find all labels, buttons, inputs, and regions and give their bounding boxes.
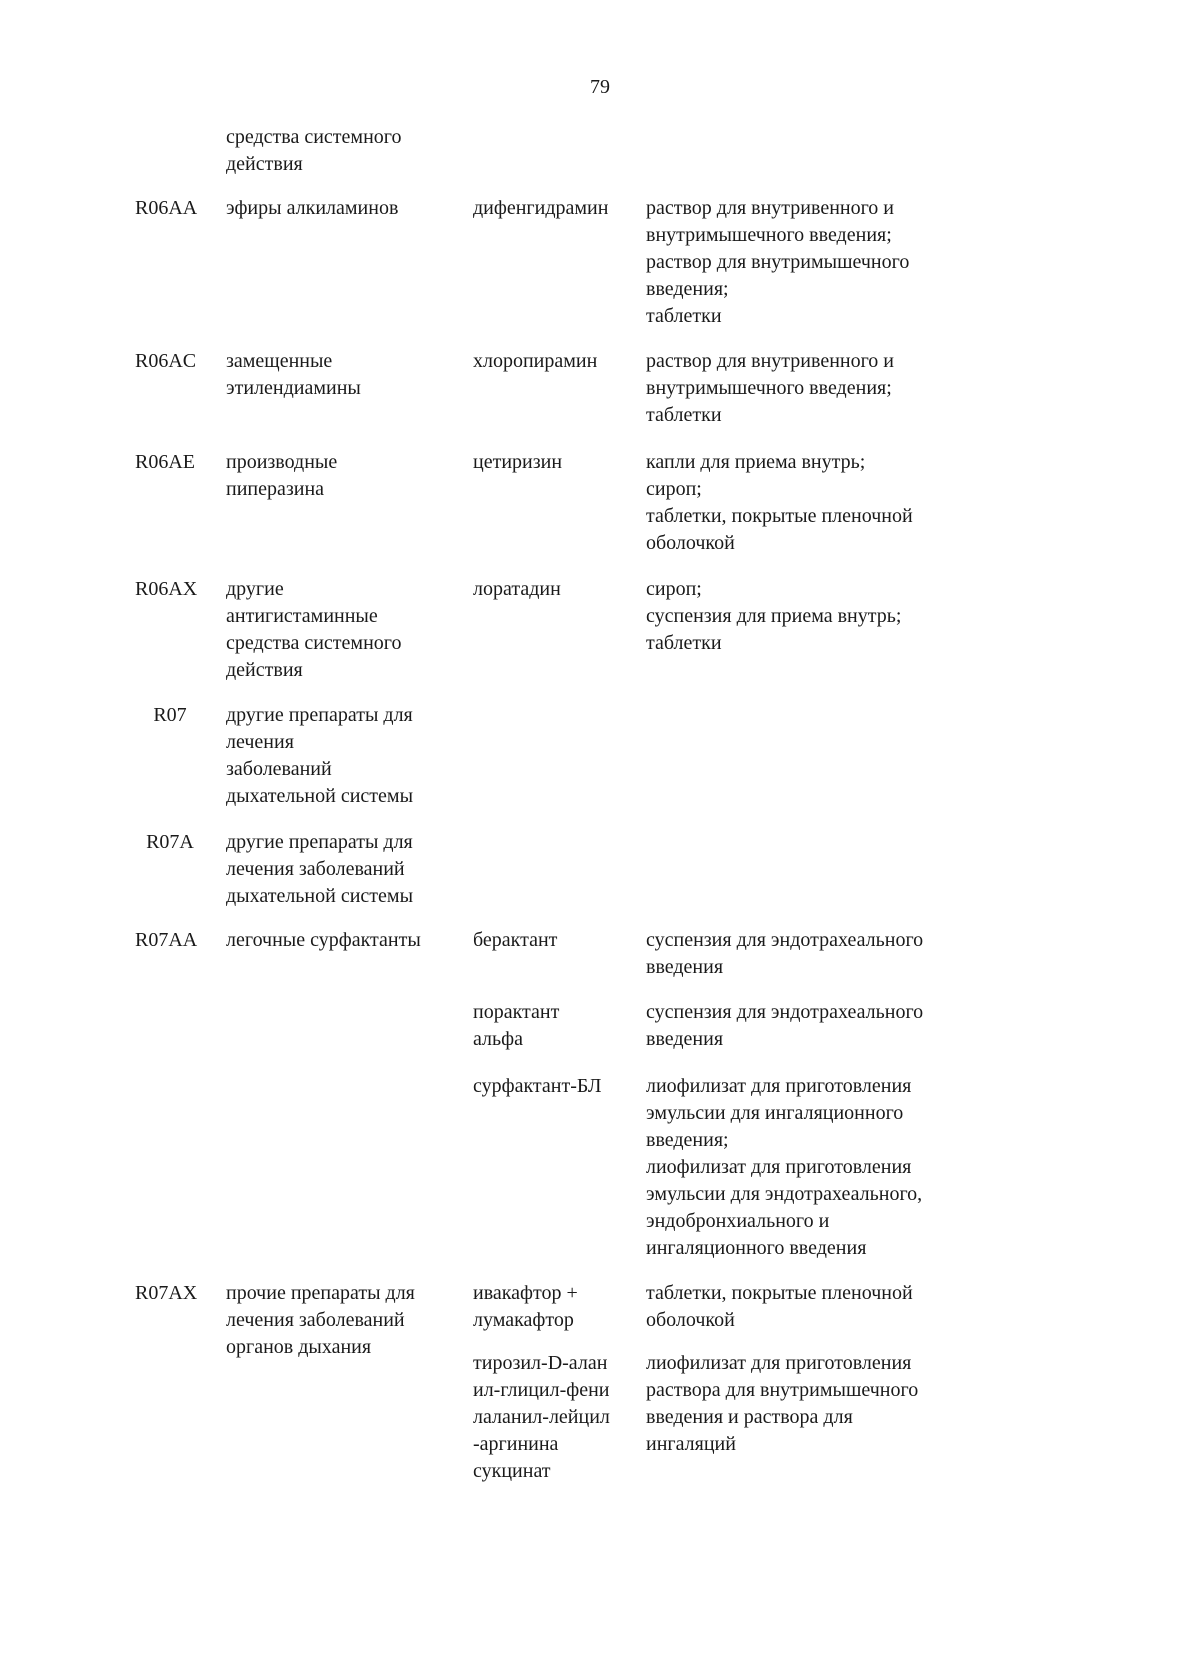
drug-name: берактант xyxy=(473,929,558,951)
dosage-form: лиофилизат для приготовления эмульсии для ингаляционного введения; лиофилизат для приготовления эмульсии для эндотрахеального, эндобронхиального и ингаляционного введения xyxy=(646,1075,923,1259)
dosage-form: сироп; суспензия для приема внутрь; таблетки xyxy=(646,578,902,654)
atc-code: R07 xyxy=(153,704,187,726)
dosage-form: суспензия для эндотрахеального введения xyxy=(646,929,924,978)
atc-code: R06AX xyxy=(135,578,198,600)
atc-code: R06AC xyxy=(135,350,197,372)
dosage-form: раствор для внутривенного и внутримышечного введения; раствор для внутримышечного введения; таблетки xyxy=(646,197,910,327)
dosage-form: лиофилизат для приготовления раствора для внутримышечного введения и раствора для ингаляций xyxy=(646,1352,919,1455)
drug-name: лоратадин xyxy=(473,578,561,600)
page-number: 79 xyxy=(590,76,610,98)
atc-code: R07AX xyxy=(135,1282,198,1304)
drug-name: хлоропирамин xyxy=(473,350,598,372)
group-name: прочие препараты для лечения заболеваний органов дыхания xyxy=(226,1282,415,1358)
atc-code: R07AA xyxy=(135,929,198,951)
group-name: замещенные этилендиамины xyxy=(226,350,361,399)
group-name: другие препараты для лечения заболеваний дыхательной системы xyxy=(226,831,414,907)
group-name: производные пиперазина xyxy=(226,451,338,500)
group-name: эфиры алкиламинов xyxy=(226,197,399,219)
atc-code: R07A xyxy=(146,831,194,853)
atc-code: R06AE xyxy=(135,451,195,473)
group-name: другие препараты для лечения заболеваний дыхательной системы xyxy=(226,704,414,807)
drug-name: тирозил-D-алан ил-глицил-фени лаланил-лейцил -аргинина сукцинат xyxy=(473,1352,610,1482)
dosage-form: таблетки, покрытые пленочной оболочкой xyxy=(646,1282,913,1331)
drug-name: сурфактант-БЛ xyxy=(473,1075,602,1097)
group-name: средства системного действия xyxy=(226,126,402,175)
dosage-form: суспензия для эндотрахеального введения xyxy=(646,1001,924,1050)
drug-name: дифенгидрамин xyxy=(473,197,609,219)
drug-name: цетиризин xyxy=(473,451,563,473)
atc-code: R06AA xyxy=(135,197,198,219)
dosage-form: капли для приема внутрь; сироп; таблетки, покрытые пленочной оболочкой xyxy=(646,451,913,554)
group-name: другие антигистаминные средства системного действия xyxy=(226,578,402,681)
drug-name: порактант альфа xyxy=(473,1001,560,1050)
drug-name: ивакафтор + лумакафтор xyxy=(473,1282,578,1331)
dosage-form: раствор для внутривенного и внутримышечного введения; таблетки xyxy=(646,350,895,426)
group-name: легочные сурфактанты xyxy=(226,929,421,951)
